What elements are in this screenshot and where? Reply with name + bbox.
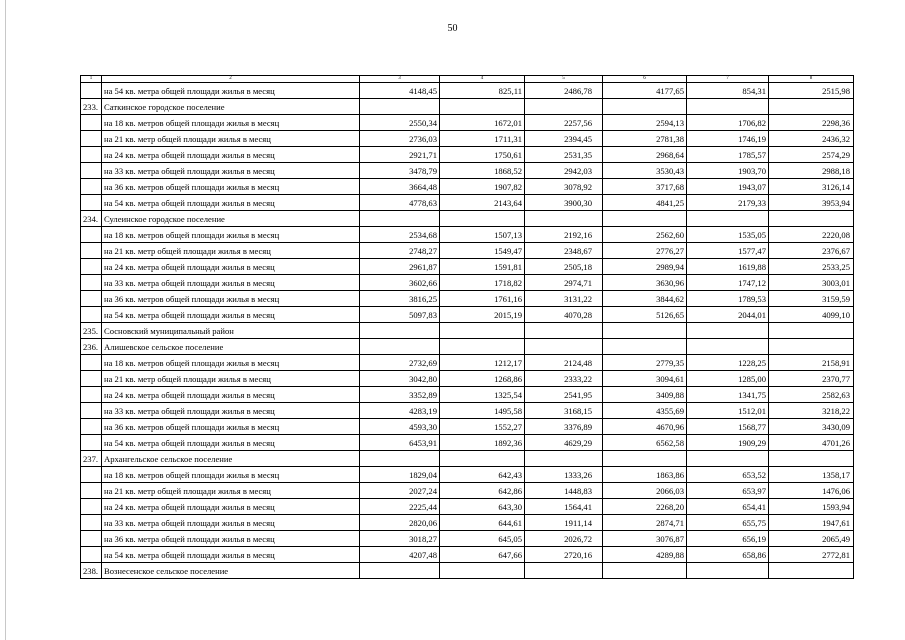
column-number-row [81,76,854,83]
empty-cell [769,451,854,467]
tariff-value-col-7: 1619,88 [687,259,769,275]
tariff-value-col-7: 1747,12 [687,275,769,291]
tariff-value-col-6: 3409,88 [603,387,687,403]
housing-area-label: на 54 кв. метра общей площади жилья в месяц [102,435,360,451]
tariff-value-col-8: 2574,29 [769,147,854,163]
tariff-value-col-6: 3530,43 [603,163,687,179]
column-number: 6 [603,76,687,83]
housing-area-label: на 33 кв. метра общей площади жилья в месяц [102,403,360,419]
tariff-value-col-5: 3078,92 [525,179,603,195]
tariff-value-col-4: 1325,54 [440,387,525,403]
tariff-value-col-3: 2732,69 [360,355,440,371]
tariff-value-col-3: 3664,48 [360,179,440,195]
settlement-heading-row [81,339,854,355]
table-row [81,467,854,483]
tariff-value-col-4: 1552,27 [440,419,525,435]
tariff-value-col-4: 1507,13 [440,227,525,243]
tariff-value-col-4: 645,05 [440,531,525,547]
tariff-value-col-4: 642,86 [440,483,525,499]
table-row [81,83,854,99]
table-row [81,515,854,531]
tariff-value-col-5: 2348,67 [525,243,603,259]
tariff-value-col-8: 4701,26 [769,435,854,451]
empty-cell [769,323,854,339]
table-row [81,259,854,275]
tariff-value-col-8: 2298,36 [769,115,854,131]
table-row [81,371,854,387]
tariff-value-col-6: 3076,87 [603,531,687,547]
empty-cell [360,563,440,579]
row-index-empty [81,515,102,531]
tariff-value-col-8: 2065,49 [769,531,854,547]
tariff-value-col-8: 3003,01 [769,275,854,291]
tariff-value-col-3: 3042,80 [360,371,440,387]
table-row [81,435,854,451]
housing-area-label: на 36 кв. метров общей площади жилья в месяц [102,179,360,195]
row-index-empty [81,163,102,179]
tariff-value-col-4: 1892,36 [440,435,525,451]
column-number: 8 [769,76,854,83]
tariff-value-col-7: 658,86 [687,547,769,563]
row-index-empty [81,291,102,307]
tariff-value-col-7: 1228,25 [687,355,769,371]
tariff-value-col-7: 2179,33 [687,195,769,211]
row-index-empty [81,371,102,387]
tariff-value-col-7: 654,41 [687,499,769,515]
empty-cell [440,451,525,467]
tariff-value-col-5: 3900,30 [525,195,603,211]
row-index-empty [81,483,102,499]
tariff-value-col-6: 2874,71 [603,515,687,531]
tariff-value-col-8: 2772,81 [769,547,854,563]
settlement-name: Вознесенское сельское поселение [102,563,360,579]
tariff-value-col-6: 4177,65 [603,83,687,99]
tariff-value-col-5: 2942,03 [525,163,603,179]
tariff-value-col-5: 2541,95 [525,387,603,403]
housing-area-label: на 21 кв. метр общей площади жилья в месяц [102,243,360,259]
tariff-value-col-3: 4778,63 [360,195,440,211]
tariff-value-col-7: 1943,07 [687,179,769,195]
tariff-value-col-8: 3218,22 [769,403,854,419]
tariff-value-col-8: 1358,17 [769,467,854,483]
empty-cell [440,211,525,227]
tariff-value-col-8: 2988,18 [769,163,854,179]
tariff-value-col-3: 3602,66 [360,275,440,291]
settlement-heading-row [81,99,854,115]
table-row [81,115,854,131]
settlement-name: Алишевское сельское поселение [102,339,360,355]
tariff-value-col-7: 1341,75 [687,387,769,403]
tariff-value-col-5: 2505,18 [525,259,603,275]
settlement-name: Архангельское сельское поселение [102,451,360,467]
tariff-value-col-7: 2044,01 [687,307,769,323]
tariff-value-col-6: 4670,96 [603,419,687,435]
tariff-value-col-8: 3126,14 [769,179,854,195]
page-number: 50 [447,23,458,34]
row-index-empty [81,355,102,371]
table-row [81,355,854,371]
table-row [81,227,854,243]
tariff-value-col-3: 2921,71 [360,147,440,163]
empty-cell [687,211,769,227]
tariff-value-col-5: 4070,28 [525,307,603,323]
tariff-value-col-3: 4207,48 [360,547,440,563]
settlement-name: Сулеинское городское поселение [102,211,360,227]
empty-cell [525,339,603,355]
table-row [81,419,854,435]
tariff-value-col-3: 4593,30 [360,419,440,435]
tariff-value-col-5: 2486,78 [525,83,603,99]
tariff-value-col-6: 3717,68 [603,179,687,195]
tariff-value-col-8: 3953,94 [769,195,854,211]
empty-cell [440,339,525,355]
table-row [81,403,854,419]
empty-cell [360,323,440,339]
tariff-value-col-8: 1947,61 [769,515,854,531]
column-number: 4 [440,76,525,83]
column-number: 1 [81,76,102,83]
tariff-value-col-7: 1903,70 [687,163,769,179]
table-row [81,387,854,403]
empty-cell [360,211,440,227]
tariff-value-col-3: 4283,19 [360,403,440,419]
tariff-value-col-6: 6562,58 [603,435,687,451]
tariff-value-col-7: 1568,77 [687,419,769,435]
empty-cell [687,323,769,339]
empty-cell [603,323,687,339]
table-row [81,179,854,195]
tariff-value-col-6: 2968,64 [603,147,687,163]
settlement-heading-row [81,451,854,467]
row-index-empty [81,131,102,147]
tariff-value-col-3: 4148,45 [360,83,440,99]
empty-cell [687,563,769,579]
row-index-empty [81,403,102,419]
tariff-value-col-5: 2531,35 [525,147,603,163]
housing-area-label: на 18 кв. метров общей площади жилья в месяц [102,115,360,131]
tariff-value-col-4: 1711,31 [440,131,525,147]
tariff-value-col-4: 1212,17 [440,355,525,371]
page-edge-line [5,0,6,640]
tariff-value-col-6: 2562,60 [603,227,687,243]
tariff-value-col-8: 1476,06 [769,483,854,499]
tariff-value-col-6: 4355,69 [603,403,687,419]
tariff-value-col-4: 644,61 [440,515,525,531]
tariff-value-col-5: 1911,14 [525,515,603,531]
tariff-value-col-3: 3018,27 [360,531,440,547]
tariff-value-col-6: 1863,86 [603,467,687,483]
tariff-value-col-5: 4629,29 [525,435,603,451]
empty-cell [440,563,525,579]
tariff-value-col-4: 1718,82 [440,275,525,291]
row-index-empty [81,275,102,291]
tariff-value-col-8: 2533,25 [769,259,854,275]
tariff-value-col-6: 2989,94 [603,259,687,275]
table-row [81,195,854,211]
tariff-value-col-7: 653,52 [687,467,769,483]
row-index-empty [81,147,102,163]
column-number: 5 [525,76,603,83]
row-index-empty [81,531,102,547]
tariff-value-col-8: 4099,10 [769,307,854,323]
tariff-value-col-4: 642,43 [440,467,525,483]
tariff-value-col-8: 2515,98 [769,83,854,99]
housing-area-label: на 18 кв. метров общей площади жилья в месяц [102,355,360,371]
tariff-value-col-8: 1593,94 [769,499,854,515]
housing-area-label: на 33 кв. метра общей площади жилья в месяц [102,163,360,179]
table-row [81,531,854,547]
tariff-value-col-7: 854,31 [687,83,769,99]
empty-cell [525,323,603,339]
tariff-value-col-4: 2143,64 [440,195,525,211]
housing-area-label: на 33 кв. метра общей площади жилья в месяц [102,275,360,291]
table-row [81,499,854,515]
tariff-value-col-5: 2192,16 [525,227,603,243]
tariff-value-col-3: 5097,83 [360,307,440,323]
column-number: 7 [687,76,769,83]
empty-cell [769,99,854,115]
table-row [81,131,854,147]
row-index-empty [81,83,102,99]
row-index-empty [81,387,102,403]
tariff-value-col-4: 1761,16 [440,291,525,307]
tariff-value-col-4: 647,66 [440,547,525,563]
tariff-value-col-6: 2781,38 [603,131,687,147]
row-index-empty [81,115,102,131]
row-index-empty [81,259,102,275]
tariff-value-col-8: 2220,08 [769,227,854,243]
tariff-value-col-4: 1907,82 [440,179,525,195]
tariff-value-col-7: 1706,82 [687,115,769,131]
settlement-name: Саткинское городское поселение [102,99,360,115]
tariff-value-col-6: 2268,20 [603,499,687,515]
tariff-value-col-6: 4841,25 [603,195,687,211]
empty-cell [603,211,687,227]
tariff-value-col-3: 2027,24 [360,483,440,499]
tariff-value-col-4: 1750,61 [440,147,525,163]
housing-area-label: на 18 кв. метров общей площади жилья в месяц [102,467,360,483]
tariff-value-col-3: 1829,04 [360,467,440,483]
tariff-value-col-6: 2776,27 [603,243,687,259]
tariff-value-col-5: 3131,22 [525,291,603,307]
empty-cell [360,339,440,355]
tariff-value-col-5: 1333,26 [525,467,603,483]
column-number: 3 [360,76,440,83]
tariff-value-col-5: 3376,89 [525,419,603,435]
table-row [81,243,854,259]
tariff-value-col-5: 1564,41 [525,499,603,515]
housing-area-label: на 36 кв. метров общей площади жилья в месяц [102,419,360,435]
tariff-value-col-5: 2394,45 [525,131,603,147]
tariff-value-col-3: 2748,27 [360,243,440,259]
housing-area-label: на 24 кв. метра общей площади жилья в месяц [102,387,360,403]
tariff-value-col-8: 2370,77 [769,371,854,387]
housing-area-label: на 24 кв. метра общей площади жилья в месяц [102,499,360,515]
empty-cell [769,339,854,355]
empty-cell [687,451,769,467]
tariff-value-col-5: 2333,22 [525,371,603,387]
tariff-value-col-7: 1785,57 [687,147,769,163]
settlement-heading-row [81,211,854,227]
tariff-value-col-7: 1909,29 [687,435,769,451]
empty-cell [360,99,440,115]
table-row [81,291,854,307]
table-row [81,307,854,323]
row-index: 234. [81,211,102,227]
tariff-value-col-7: 1512,01 [687,403,769,419]
housing-area-label: на 54 кв. метра общей площади жилья в месяц [102,83,360,99]
tariff-value-col-5: 2974,71 [525,275,603,291]
tariff-value-col-6: 2066,03 [603,483,687,499]
tariff-value-col-3: 2550,34 [360,115,440,131]
tariff-value-col-4: 1591,81 [440,259,525,275]
tariff-value-col-8: 3159,59 [769,291,854,307]
tariff-value-col-5: 2257,56 [525,115,603,131]
housing-area-label: на 36 кв. метра общей площади жилья в месяц [102,531,360,547]
row-index-empty [81,195,102,211]
empty-cell [603,563,687,579]
housing-area-label: на 54 кв. метра общей площади жилья в месяц [102,547,360,563]
housing-area-label: на 18 кв. метров общей площади жилья в месяц [102,227,360,243]
empty-cell [687,99,769,115]
housing-area-label: на 21 кв. метр общей площади жилья в месяц [102,131,360,147]
tariff-value-col-3: 2534,68 [360,227,440,243]
row-index-empty [81,547,102,563]
tariff-value-col-3: 2736,03 [360,131,440,147]
tariff-value-col-3: 6453,91 [360,435,440,451]
tariff-value-col-7: 1285,00 [687,371,769,387]
tariff-value-col-8: 2158,91 [769,355,854,371]
tariff-value-col-7: 1577,47 [687,243,769,259]
table-body [81,76,854,579]
tariff-value-col-8: 2582,63 [769,387,854,403]
housing-area-label: на 54 кв. метра общей площади жилья в месяц [102,307,360,323]
table-row [81,163,854,179]
row-index-empty [81,467,102,483]
column-number: 2 [102,76,360,83]
tariff-value-col-4: 1868,52 [440,163,525,179]
tariff-value-col-6: 3844,62 [603,291,687,307]
housing-area-label: на 33 кв. метра общей площади жилья в месяц [102,515,360,531]
tariff-value-col-7: 653,97 [687,483,769,499]
tariff-value-col-3: 3478,79 [360,163,440,179]
tariff-value-col-5: 1448,83 [525,483,603,499]
empty-cell [440,99,525,115]
row-index: 237. [81,451,102,467]
row-index-empty [81,499,102,515]
empty-cell [525,451,603,467]
tariff-value-col-6: 3094,61 [603,371,687,387]
table-row [81,275,854,291]
tariff-value-col-4: 2015,19 [440,307,525,323]
empty-cell [525,99,603,115]
empty-cell [525,563,603,579]
tariff-value-col-7: 1535,05 [687,227,769,243]
tariff-value-col-7: 656,19 [687,531,769,547]
tariff-value-col-8: 2376,67 [769,243,854,259]
tariff-value-col-5: 3168,15 [525,403,603,419]
row-index-empty [81,419,102,435]
settlement-name: Сосновский муниципальный район [102,323,360,339]
empty-cell [525,211,603,227]
row-index-empty [81,435,102,451]
table-row [81,547,854,563]
empty-cell [603,99,687,115]
table-row [81,147,854,163]
row-index-empty [81,179,102,195]
tariff-value-col-4: 643,30 [440,499,525,515]
housing-area-label: на 24 кв. метра общей площади жилья в месяц [102,147,360,163]
tariff-table [80,75,854,579]
tariff-value-col-3: 2225,44 [360,499,440,515]
row-index: 235. [81,323,102,339]
tariff-value-col-6: 2779,35 [603,355,687,371]
tariff-value-col-6: 5126,65 [603,307,687,323]
housing-area-label: на 54 кв. метра общей площади жилья в месяц [102,195,360,211]
empty-cell [769,563,854,579]
row-index: 233. [81,99,102,115]
tariff-value-col-4: 1495,58 [440,403,525,419]
empty-cell [603,451,687,467]
housing-area-label: на 24 кв. метра общей площади жилья в месяц [102,259,360,275]
settlement-heading-row [81,563,854,579]
tariff-value-col-3: 2961,87 [360,259,440,275]
tariff-value-col-4: 1549,47 [440,243,525,259]
tariff-value-col-4: 1268,86 [440,371,525,387]
tariff-value-col-7: 1746,19 [687,131,769,147]
row-index: 238. [81,563,102,579]
empty-cell [440,323,525,339]
tariff-value-col-5: 2124,48 [525,355,603,371]
row-index-empty [81,227,102,243]
tariff-value-col-8: 2436,32 [769,131,854,147]
tariff-value-col-3: 3352,89 [360,387,440,403]
empty-cell [360,451,440,467]
tariff-value-col-7: 655,75 [687,515,769,531]
empty-cell [769,211,854,227]
tariff-value-col-4: 825,11 [440,83,525,99]
settlement-heading-row [81,323,854,339]
housing-area-label: на 21 кв. метр общей площади жилья в месяц [102,371,360,387]
empty-cell [687,339,769,355]
tariff-value-col-6: 3630,96 [603,275,687,291]
tariff-value-col-3: 3816,25 [360,291,440,307]
tariff-value-col-5: 2720,16 [525,547,603,563]
tariff-value-col-3: 2820,06 [360,515,440,531]
row-index: 236. [81,339,102,355]
table-row [81,483,854,499]
tariff-value-col-6: 2594,13 [603,115,687,131]
tariff-value-col-8: 3430,09 [769,419,854,435]
housing-area-label: на 36 кв. метров общей площади жилья в месяц [102,291,360,307]
row-index-empty [81,243,102,259]
empty-cell [603,339,687,355]
tariff-value-col-6: 4289,88 [603,547,687,563]
tariff-value-col-4: 1672,01 [440,115,525,131]
tariff-value-col-7: 1789,53 [687,291,769,307]
row-index-empty [81,307,102,323]
housing-area-label: на 21 кв. метр общей площади жилья в месяц [102,483,360,499]
tariff-value-col-5: 2026,72 [525,531,603,547]
